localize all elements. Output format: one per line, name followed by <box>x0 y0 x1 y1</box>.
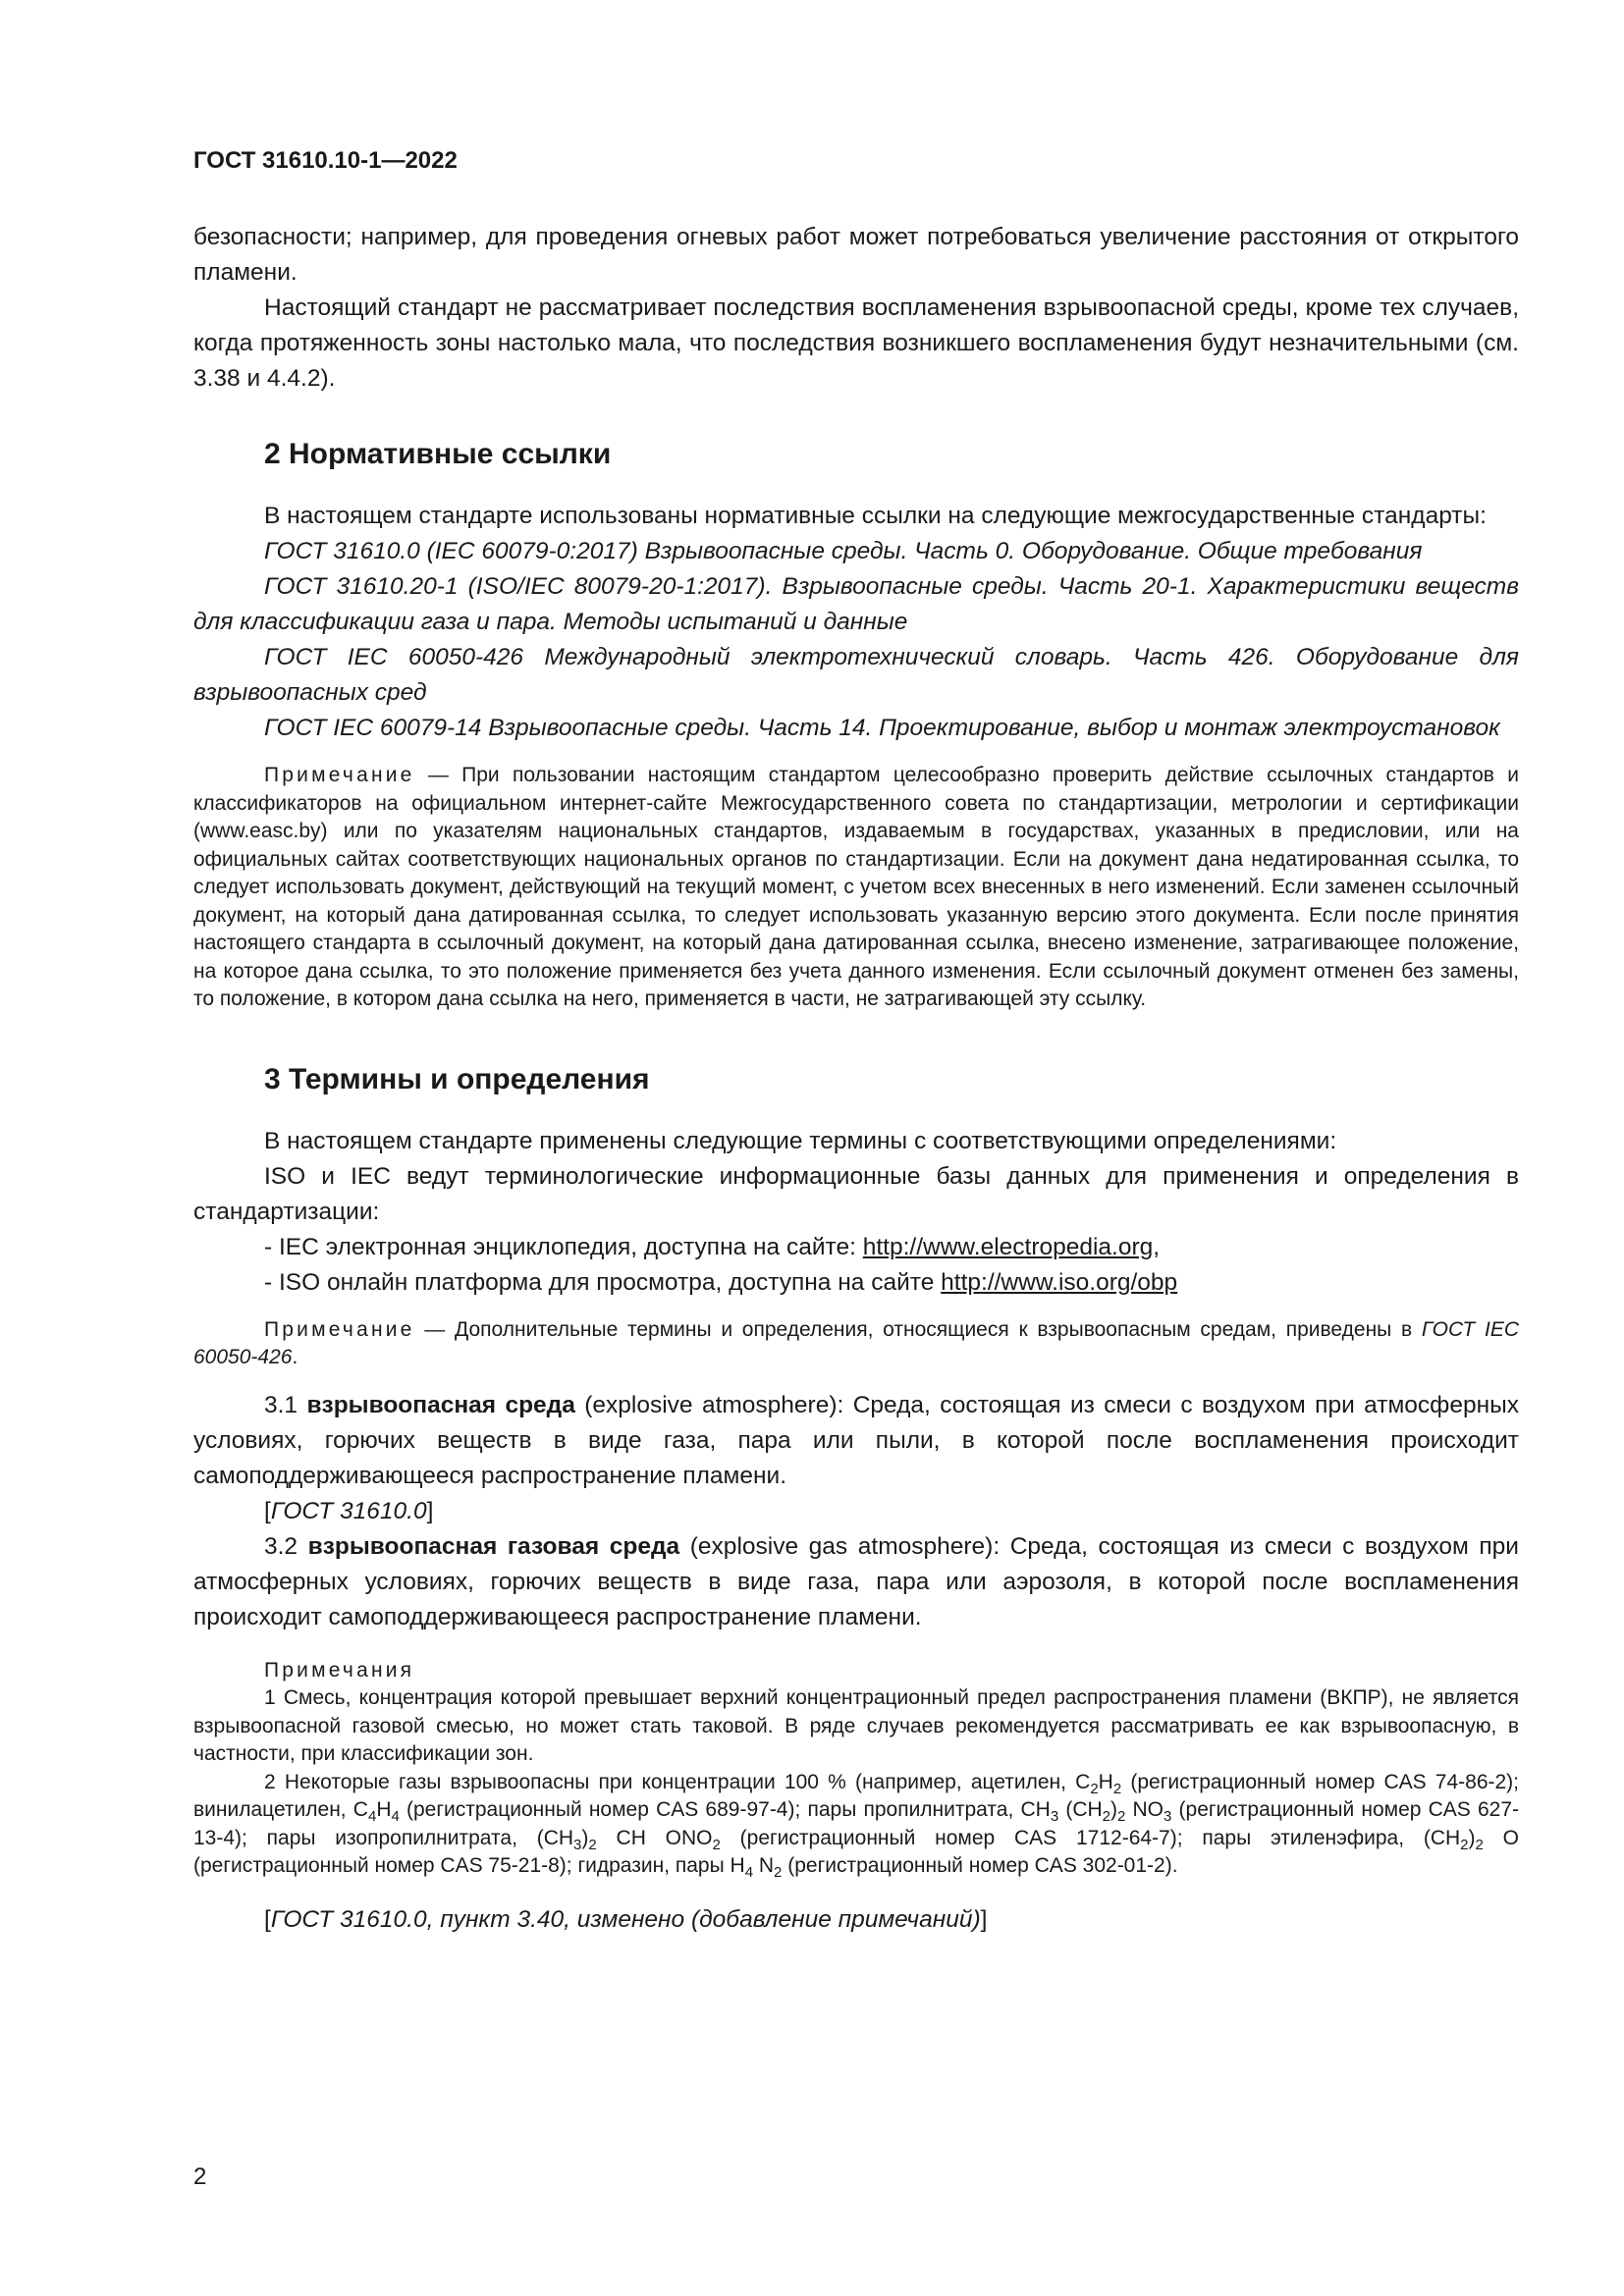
intro-paragraph-2: Настоящий стандарт не рассматривает последствия воспламенения взрывоопасной среды, кроме тех случаев, когда протяженность зоны настолько мала, что последствия возникшего воспламенения будут незначительными (см. 3.38 и 4.4.2). <box>193 294 1519 392</box>
iso-obp-link[interactable]: http://www.iso.org/obp <box>941 1268 1178 1296</box>
source-reference: ГОСТ 31610.0, пункт 3.40, изменено (добавление примечаний) <box>270 1905 981 1933</box>
normative-ref-3: ГОСТ IEC 60050-426 Международный электротехнический словарь. Часть 426. Оборудование для взрывоопасных сред <box>193 644 1519 706</box>
term-definition: (explosive atmosphere): Среда, состоящая из смеси с воздухом при атмосферных условиях, горючих веществ в виде газа, пара или пыли, в которой после воспламенения происходит самоподдерживающееся распространение пламени. <box>193 1391 1519 1489</box>
normative-ref-2: ГОСТ 31610.20-1 (ISO/IEC 80079-20-1:2017). Взрывоопасные среды. Часть 20-1. Характеристики веществ для классификации газа и пара. Методы испытаний и данные <box>193 573 1519 635</box>
note-label: Примечание <box>264 1317 415 1341</box>
document-page <box>193 147 1519 1938</box>
note-text: — Дополнительные термины и определения, относящиеся к взрывоопасным средам, приведены в <box>414 1317 1422 1341</box>
note-end: . <box>292 1346 298 1368</box>
term-3-1-source <box>193 1494 1519 1529</box>
normative-ref-4: ГОСТ IEC 60079-14 Взрывоопасные среды. Часть 14. Проектирование, выбор и монтаж электроустановок <box>264 715 1500 741</box>
bullet-text: - ISO онлайн платформа для просмотра, доступна на сайте <box>264 1268 942 1296</box>
note-2: 2 Некоторые газы взрывоопасны при концентрации 100 % (например, ацетилен, $C_2H_2$ (регистрационный номер CAS 74-86-2); винилацетилен, $C_4H_4$ (регистрационный номер CAS 689-97-4); пары пропилнитрата, $CH_3$ $(CH_2)_2$ $NO_3$ (регистрационный номер CAS 627-13-4); пары изопропилнитрата, $(CH_3)_2$ CH $ONO_2$ (регистрационный номер CAS 1712-64-7); пары этиленэфира, $(CH_2)_2$ O (регистрационный номер CAS 75-21-8); гидразин, пары $H_4$ $N_2$ (регистрационный номер CAS 302-01-2). <box>193 1770 1520 1881</box>
term-number: 3.2 <box>264 1532 308 1560</box>
section-2-note <box>193 762 1519 1014</box>
note-reference: ГОСТ IEC 60050-426 <box>193 1317 1520 1368</box>
term-3-2-source <box>193 1902 1519 1938</box>
note-label: Примечание <box>264 764 415 786</box>
bracket: [ <box>264 1497 271 1524</box>
source-reference: ГОСТ 31610.0 <box>270 1497 427 1524</box>
term-definition: (explosive gas atmosphere): Среда, состоящая из смеси с воздухом при атмосферных условиях, горючих веществ в виде газа, пара или аэрозоля, в которой после воспламенения происходит самоподдерживающееся распространение пламени. <box>193 1532 1519 1630</box>
iso-iec-paragraph: ISO и IEC ведут терминологические информационные базы данных для применения и определения в стандартизации: <box>193 1162 1519 1225</box>
normative-ref-1: ГОСТ 31610.0 (IEC 60079-0:2017) Взрывоопасные среды. Часть 0. Оборудование. Общие требования <box>264 538 1423 564</box>
section-2-heading: 2 Нормативные ссылки <box>264 438 612 470</box>
running-header: ГОСТ 31610.10-1—2022 <box>193 147 458 174</box>
section-3-lead: В настоящем стандарте применены следующие термины с соответствующими определениями: <box>264 1127 1337 1154</box>
electropedia-link[interactable]: http://www.electropedia.org <box>862 1233 1154 1260</box>
term-3-2 <box>193 1529 1519 1635</box>
intro-paragraph-1: безопасности; например, для проведения огневых работ может потребоваться увеличение расстояния от открытого пламени. <box>193 224 1519 286</box>
term-title: взрывоопасная газовая среда <box>307 1532 680 1560</box>
bracket: ] <box>980 1905 988 1933</box>
section-3-note <box>193 1316 1519 1372</box>
term-3-1 <box>193 1388 1519 1494</box>
term-title: взрывоопасная среда <box>306 1391 575 1418</box>
note-1: 1 Смесь, концентрация которой превышает верхний концентрационный предел распространения пламени (ВКПР), не является взрывоопасной газовой смесью, но может стать таковой. В ряде случаев рекомендуется рассматривать ее как взрывоопасную, в частности, при классификации зон. <box>193 1686 1519 1765</box>
bullet-electropedia <box>193 1230 1519 1265</box>
bullet-tail: , <box>1153 1233 1161 1260</box>
section-3-heading: 3 Термины и определения <box>264 1062 650 1095</box>
bracket: [ <box>264 1905 271 1933</box>
notes-label: Примечания <box>264 1658 415 1682</box>
section-2-lead: В настоящем стандарте использованы нормативные ссылки на следующие межгосударственные стандарты: <box>264 503 1487 529</box>
bracket: ] <box>426 1497 434 1524</box>
bullet-text: - IEC электронная энциклопедия, доступна на сайте: <box>264 1233 863 1260</box>
term-number: 3.1 <box>264 1391 307 1418</box>
bullet-iso-obp <box>193 1265 1519 1301</box>
note-text: — При пользовании настоящим стандартом целесообразно проверить действие ссылочных стандартов и классификаторов на официальном интернет-сайте Межгосударственного совета по стандартизации, метрологии и сертификации (www.easc.by) или по указателям национальных стандартов, издаваемым в государствах, указанных в предисловии, или на официальных сайтах соответствующих национальных органов по стандартизации. Если на документ дана недатированная ссылка, то следует использовать документ, действующий на текущий момент, с учетом всех внесенных в него изменений. Если заменен ссылочный документ, на который дана датированная ссылка, то следует использовать указанную версию этого документа. Если после принятия настоящего стандарта в ссылочный документ, на который дана датированная ссылка, внесено изменение, затрагивающее положение, на которое дана ссылка, то это положение применяется без учета данного изменения. Если ссылочный документ отменен без замены, то положение, в котором дана ссылка на него, применяется в части, не затрагивающей эту ссылку. <box>193 764 1519 1010</box>
page-number: 2 <box>193 2163 207 2190</box>
